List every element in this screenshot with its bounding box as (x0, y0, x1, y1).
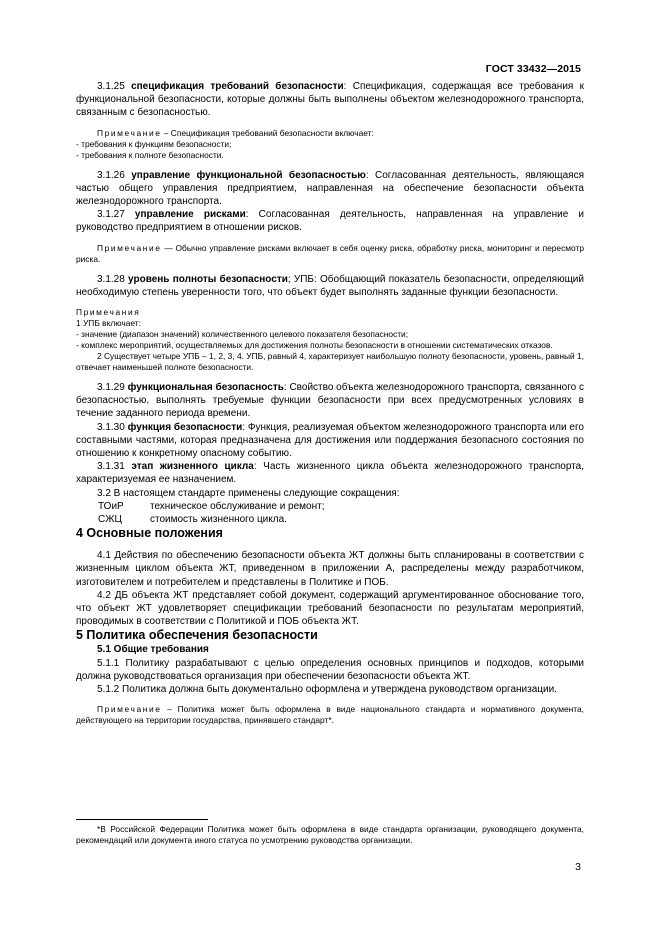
term-number: 3.1.28 (97, 273, 129, 285)
abbreviation-value: стоимость жизненного цикла. (150, 514, 287, 526)
term-3-1-31 (76, 460, 584, 486)
note-text: – Спецификация требований безопасности включает: (161, 127, 374, 138)
term-definition: : Согласованная деятельность, направленная на управление и руководство предприятием в отношении рисков. (76, 209, 584, 234)
term-3-1-28 (76, 273, 584, 299)
term-number: 3.1.29 (97, 382, 128, 394)
term-definition: : Согласованная деятельность, являющаяся частью общего управления предприятием, направленная на обеспечение безопасности объекта железнодорожного транспорта. (76, 169, 584, 208)
term-name: функция безопасности (127, 421, 243, 433)
term-name: управление рисками (134, 209, 246, 221)
term-3-1-27 (76, 208, 584, 234)
abbreviation-value: техническое обслуживание и ремонт; (150, 500, 325, 512)
note-line: 1 УПБ включает: (76, 318, 141, 329)
notes-heading: Примечания (76, 307, 141, 318)
section-4-title: 4 Основные положения (76, 526, 223, 541)
term-definition: : Спецификация, содержащая все требования к функциональной безопасности, которые должны быть выполнены объектом железнодорожного транспорта, связанным с безопасностью. (76, 81, 584, 119)
term-name: уровень полноты безопасности (128, 273, 288, 285)
term-3-1-29 (76, 381, 584, 421)
abbreviation-key: СЖЦ (98, 514, 122, 526)
term-definition: : Свойство объекта железнодорожного транспорта, связанного с безопасностью, выполнять требуемые функции безопасности при всех предусмотренных условиях в течение заданного периода времени. (76, 382, 584, 420)
footnote-divider (76, 819, 208, 820)
term-name: функциональная безопасность (127, 382, 284, 394)
paragraph-5-1-2: 5.1.2 Политика должна быть документально оформлена и утверждена руководством организации. (97, 684, 557, 696)
section-5-title: 5 Политика обеспечения безопасности (76, 628, 318, 643)
term-definition: : Часть жизненного цикла объекта железнодорожного транспорта, характеризуемая ее назначением. (76, 461, 584, 486)
note-label: Примечание (97, 127, 162, 138)
paragraph-4-1: 4.1 Действия по обеспечению безопасности объекта ЖТ должны быть спланированы в соответствии с жизненным циклом объекта ЖТ, приведенном в приложении А, распределены между разработчиком, изготовителем и потребителем и представлены в Политике и ПОБ. (76, 550, 584, 588)
note-label: Примечание (97, 704, 162, 715)
page-content (76, 80, 584, 726)
term-number: 3.1.27 (97, 209, 135, 221)
term-definition: ; УПБ: Обобщающий показатель безопасности, определяющий необходимую степень уверенности того, что объект будет выполнять заданные функции безопасности. (76, 273, 584, 298)
notes-label (76, 307, 584, 318)
abbreviations-intro: 3.2 В настоящем стандарте применены следующие сокращения: (97, 487, 400, 499)
note-line: - требования к функциям безопасности; (76, 138, 232, 149)
term-3-1-26 (76, 169, 584, 209)
term-3-1-30 (76, 421, 584, 461)
note-text: – Политика может быть оформлена в виде национального стандарта и нормативного документа, действующего на территории государства, принявшего стандарт*. (76, 704, 584, 726)
term-3-1-25 (76, 80, 584, 120)
paragraph-4-2: 4.2 ДБ объекта ЖТ представляет собой документ, содержащий аргументированное обоснование того, что объект ЖТ удовлетворяет спецификации требований безопасности по результатам мероприятий, проводимых в соответствии с Политикой и ПОБ объекта ЖТ. (76, 589, 584, 628)
note-5-1-2 (76, 704, 584, 726)
term-number: 3.1.30 (97, 421, 128, 433)
note-2: 2 Существует четыре УПБ – 1, 2, 3, 4. УПБ, равный 4, характеризует наибольшую полноту безопасности, уровень, равный 1, отвечает наименьшей полноте безопасности. (76, 351, 584, 373)
note-line: - комплекс мероприятий, осуществляемых для достижения полноты безопасности в отношении систематических отказов. (76, 340, 553, 351)
page-number: 3 (575, 861, 581, 873)
note-label: Примечание (97, 242, 162, 253)
subsection-5-1-title: 5.1 Общие требования (97, 644, 209, 656)
note-3-1-27 (76, 243, 584, 265)
note-3-1-25 (76, 128, 584, 139)
abbreviation-row (98, 513, 584, 526)
note-text: — Обычно управление рисками включает в себя оценку риска, обработку риска, мониторинг и пересмотр риска. (76, 242, 584, 264)
term-number: 3.1.26 (97, 169, 132, 181)
standard-header: ГОСТ 33432—2015 (485, 63, 581, 75)
term-number: 3.1.31 (97, 461, 132, 473)
paragraph-5-1-1: 5.1.1 Политику разрабатывают с целью определения основных принципов и подходов, которыми должна руководствоваться организация при обеспечении безопасности объекта ЖТ. (76, 657, 584, 682)
note-line: - значение (диапазон значений) количественного целевого показателя безопасности; (76, 329, 409, 340)
footnote: *В Российской Федерации Политика может быть оформлена в виде стандарта организации, руководящего документа, рекомендаций или документа иного статуса по усмотрению руководства организации. (76, 824, 584, 845)
abbreviation-key: ТОиР (98, 500, 124, 512)
term-name: спецификация требований безопасности (131, 81, 344, 92)
note-line: - требования к полноте безопасности. (76, 149, 224, 160)
term-number: 3.1.25 (97, 81, 132, 92)
term-definition: : Функция, реализуемая объектом железнодорожного транспорта или его составными частями, которая предназначена для достижения или поддержания безопасного состояния по отношению к конкретному опасному событию. (76, 421, 584, 460)
term-name: управление функциональной безопасностью (131, 169, 366, 181)
term-name: этап жизненного цикла (131, 461, 254, 473)
abbreviation-row (98, 500, 584, 513)
